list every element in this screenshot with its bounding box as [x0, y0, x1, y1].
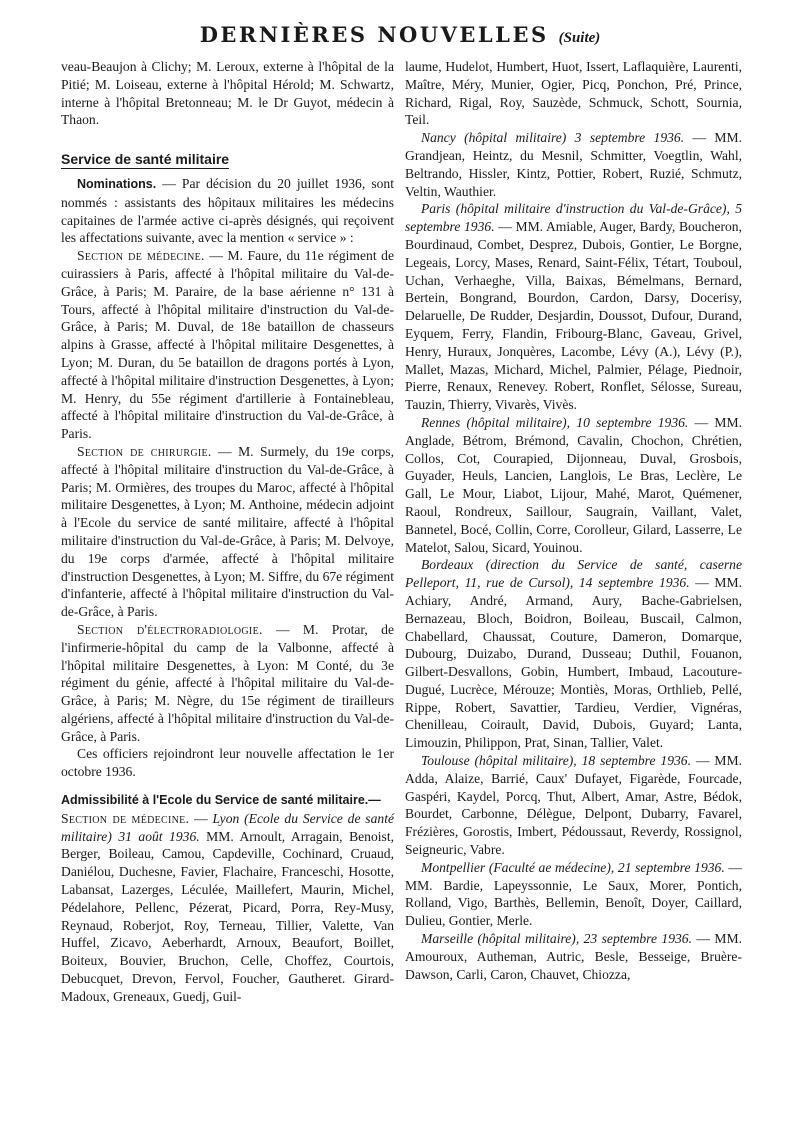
admiss-section-heading: Section de médecine. — [61, 810, 190, 826]
admiss-dash: — — [189, 810, 213, 826]
electro-paragraph — [61, 621, 394, 746]
montpellier-paragraph — [405, 859, 742, 930]
left-column — [61, 58, 394, 1006]
marseille-paragraph — [405, 930, 742, 983]
rejoindront-paragraph: Ces officiers rejoindront leur nouvelle affectation le 1er octobre 1936. — [61, 746, 394, 780]
nancy-paragraph — [405, 129, 742, 200]
bordeaux-paragraph — [405, 556, 742, 752]
header-suite: (Suite) — [558, 30, 601, 46]
montpellier-italic: Montpellier (Faculté ae médecine), 21 septembre 1936. — [421, 859, 725, 875]
lyon-names: MM. Arnoult, Arragain, Benoist, Berger, Boileau, Camou, Capdeville, Cochinard, Cruaud, Daniélou, Duchesne, Favier, Flachaire, Franceschi, Hosotte, Labansat, Lazerges, Léculée, Maillefert, Maurin, Michel, Pédelahore, Pellenc, Pézerat, Picard, Porra, Rey-Musy, Reynaud, Roberjot, Roy, Terneau, Tillier, Valette, Van Huffel, Zicavo, Aeberhardt, Arnoux, Beaufort, Boillet, Boiteux, Bouvier, Bruchon, Celle, Choffez, Courtois, Debucquet, Drevon, Fervol, Foucher, Gautheret. Girard-Madoux, Greneaux, Guedj, Guil- — [61, 828, 394, 1004]
nominations-text: — Par décision du 20 juillet 1936, sont nommés : assistants des hôpitaux militaires les médecins capitaines de l'armée active ci-après désignés, qui reçoivent les affectations suivante, avec la mention « service » : — [61, 175, 394, 246]
electro-heading: Section d'électroradiologie. — [77, 621, 263, 637]
section-title-text: Service de santé militaire — [61, 151, 230, 168]
paris-italic: Paris (hôpital militaire d'instruction du Val-de-Grâce), 5 septembre 1936. — [405, 201, 742, 235]
nancy-names: — MM. Grandjean, Heintz, du Mesnil, Schmitter, Voegtlin, Wahl, Beltrando, Hissler, Kintz, Pottier, Robert, Ruzié, Schmutz, Veltin, Wauthier. — [405, 130, 742, 199]
paris-paragraph — [405, 200, 742, 414]
nominations-paragraph — [61, 175, 394, 247]
marseille-italic: Marseille (hôpital militaire), 23 septembre 1936. — [421, 931, 692, 947]
toulouse-italic: Toulouse (hôpital militaire), 18 septembre 1936. — [421, 753, 691, 769]
medecine-text: — M. Faure, du 11e régiment de cuirassiers à Paris, affecté à l'hôpital militaire du Val-de-Grâce, à Paris; M. Paraire, de la base aérienne n° 131 à Tours, affecté à l'hôpital militaire d'instruction du Val-de-Grâce, à Paris; M. Duval, de 18e bataillon de chasseurs alpins à Grasse, affecté à l'hôpital militaire Desgenettes, à Lyon; M. Duran, du 5e bataillon de dragons portés à Lyon, affecté à l'hôpital militaire d'instruction Desgenettes, à Lyon; M. Henry, du 55e régiment d'artillerie à Fontainebleau, affecté à l'hôpital militaire d'instruction du Val-de-Grâce, à Paris. — [61, 248, 394, 442]
bordeaux-names: — MM. Achiary, André, Armand, Aury, Bache-Gabrielsen, Bernazeau, Bloch, Boidron, Boileau, Buscail, Calmon, Chabellard, Chaussat, Couture, Dameron, Domarque, Dubourg, Duizabo, Durand, Dusseau; Duthil, Fouanon, Gilbert-Desvallons, Gobin, Humbert, Imbaud, Lacouture-Dugué, Lucrèce, Mérouze; Montiès, Moras, Orthlieb, Pellé, Rippe, Robert, Savattier, Tardieu, Verdier, Vignéras, Chenilleau, Coirault, David, Dubois, Guyard; Lanta, Limouzin, Philippon, Prat, Sinan, Tallier, Valet. — [405, 575, 742, 751]
bordeaux-italic: Bordeaux (direction du Service de santé, caserne Pelleport, 11, rue de Cursol), 14 septembre 1936. — [405, 557, 742, 591]
toulouse-paragraph — [405, 752, 742, 859]
marseille-names: — MM. Amouroux, Autheman, Autric, Besle, Besseige, Bruère-Dawson, Carli, Caron, Chauvet, Chiozza, — [405, 931, 742, 982]
admissibilite-heading: Admissibilité à l'Ecole du Service de santé militaire.— — [61, 793, 381, 808]
right-column — [405, 58, 742, 983]
medecine-heading: Section de médecine. — [77, 248, 205, 264]
paris-names: — MM. Amiable, Auger, Bardy, Boucheron, Bourdinaud, Combet, Desprez, Dubois, Gontier, Le Borgne, Legeais, Lorcy, Mases, Renard, Saint-Félix, Tétart, Touboul, Uchan, Verhaeghe, Villa, Baixas, Bémelmans, Bernard, Bertein, Bongrand, Bourdon, Cardon, Darsy, Docerisy, Delaruelle, De Rudder, Desjardin, Doussot, Dufour, Durand, Eyquem, Ferry, Flandin, Fribourg-Blanc, Gaveau, Grivel, Henry, Huraux, Jonquères, Lacombe, Lévy (A.), Lévy (P.), Mallet, Mazas, Michard, Michel, Palmier, Pélage, Piednoir, Pierre, Renaux, Renevey. Robert, Ronflet, Sélosse, Sureau, Tauzin, Thierry, Vivarès, Vivès. — [405, 219, 742, 413]
intro-paragraph: veau-Beaujon à Clichy; M. Leroux, externe à l'hôpital de la Pitié; M. Loiseau, externe à l'hôpital Hérold; M. Schwartz, interne à l'hôpital Bretonneau; M. le Dr Guyot, médecin à Thaon. — [61, 59, 394, 128]
chirurgie-paragraph — [61, 443, 394, 621]
chirurgie-heading: Section de chirurgie. — [77, 443, 212, 459]
section-title — [61, 151, 394, 169]
medecine-paragraph — [61, 247, 394, 443]
lyon-cont-paragraph: laume, Hudelot, Humbert, Huot, Issert, Laflaquière, Laurenti, Maître, Méry, Munier, Ogier, Picq, Ponchon, Pré, Prince, Richard, Rigal, Roy, Sauzède, Schmuck, Schott, Sournia, Teil. — [405, 59, 742, 128]
rennes-paragraph — [405, 414, 742, 556]
nancy-italic: Nancy (hôpital militaire) 3 septembre 1936. — [421, 130, 685, 146]
rennes-names: — MM. Anglade, Bétrom, Brémond, Cavalin, Chochon, Chrétien, Collos, Cot, Courapied, Dijonneau, Duval, Grosbois, Guyader, Heuls, Lancien, Langlois, Le Bras, Leclère, Le Gall, Le Mour, Liabot, Lijour, Mahé, Marot, Quémener, Raoul, Rondreux, Saillour, Saugrain, Vaillant, Valet, Bannetel, Bocé, Collin, Corre, Corolleur, Gilard, Lasserre, Le Matelot, Salou, Sicard, Youinou. — [405, 414, 743, 555]
toulouse-names: — MM. Adda, Alaize, Barrié, Caux' Dufayet, Figarède, Fourcade, Gaspéri, Kaydel, Porcq, Thut, Albert, Amar, Astre, Bédok, Bourdet, Carbonne, Délègue, Delpont, Dubarry, Favarel, Frézières, Gorostis, Imbert, Pédoussaut, Reverdy, Rossignol, Seigneuric, Vabre. — [405, 753, 742, 858]
admissibilite-heading-line — [61, 791, 394, 810]
electro-text: — M. Protar, de l'infirmerie-hôpital du camp de la Valbonne, affecté à l'hôpital militaire Desgenettes, à Lyon: M Conté, du 3e régiment du génie, affecté à l'hôpital militaire du Val-de-Grâce, à Paris; M. Nègre, du 15e régiment de tirailleurs algériens, affecté à l'hôpital militaire d'instruction du Val-de-Grâce, à Paris. — [61, 621, 394, 744]
chirurgie-text: — M. Surmely, du 19e corps, affecté à l'hôpital militaire d'instruction du Val-de-Grâce, à Paris; M. Ormières, des troupes du Maroc, affecté à l'hôpital militaire Desgenettes, à Lyon; M. Anthoine, médecin adjoint à l'Ecole du service de santé militaire, affecté à l'hôpital militaire d'instruction du Val-de-Grâce, à Paris; M. Delvoye, du 19e corps d'armée, affecté à l'hôpital militaire d'instruction Desgenettes, à Lyon; M. Siffre, du 67e régiment d'infanterie, affecté à l'hôpital militaire d'instruction du Val-de-Grâce, à Paris. — [61, 443, 394, 620]
lyon-paragraph — [61, 810, 394, 1006]
montpellier-names: — MM. Bardie, Lapeyssonnie, Le Saux, Morer, Pontich, Rolland, Vigo, Barthès, Bellemin, Benoît, Doyer, Caillard, Dulieu, Gontier, Merle. — [405, 859, 742, 929]
nominations-heading: Nominations. — [77, 176, 157, 191]
header-title: DERNIÈRES NOUVELLES — [199, 22, 549, 47]
rennes-italic: Rennes (hôpital militaire), 10 septembre 1936. — [421, 414, 689, 430]
lyon-italic: Lyon (Ecole du Service de santé militaire) 31 août 1936. — [61, 810, 395, 844]
page-header — [0, 22, 800, 47]
